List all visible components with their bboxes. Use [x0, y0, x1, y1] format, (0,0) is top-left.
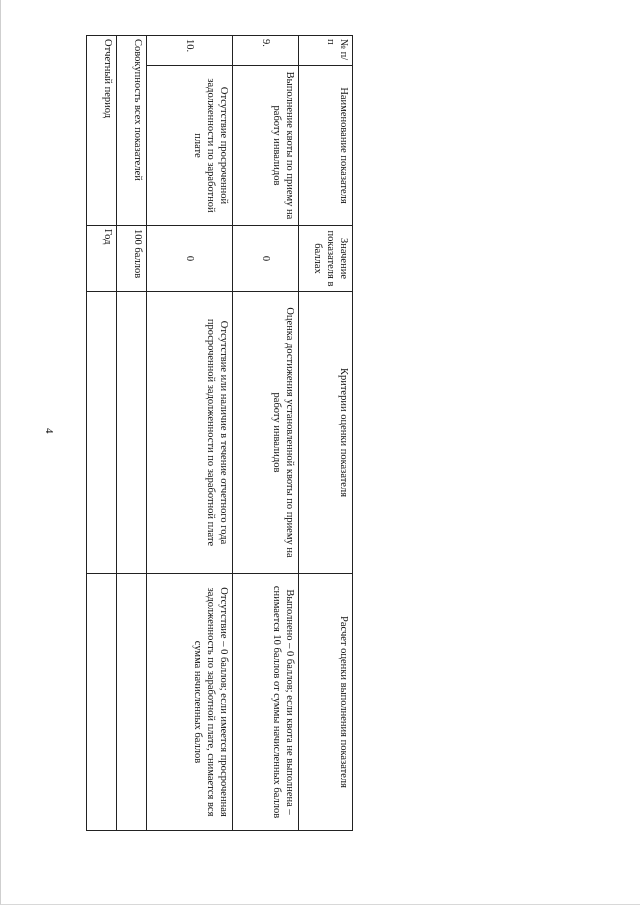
period-row	[87, 36, 117, 831]
total-empty-1	[117, 292, 147, 574]
indicators-table	[86, 35, 353, 831]
row-calc: Отсутствие – 0 баллов; если имеется просроченная задолженность по заработной плате, снимается вся сумма начисленных баллов	[147, 574, 233, 831]
row-name: Отсутствие просроченной задолженности по заработной плате	[147, 66, 233, 226]
row-calc: Выполнено – 0 баллов; если квота не выполнена – снимается 10 баллов от суммы начисленных баллов	[233, 574, 299, 831]
table-row	[147, 36, 233, 831]
header-calc: Расчет оценки выполнения показателя	[299, 574, 353, 831]
total-empty-2	[117, 574, 147, 831]
page-number: 4	[43, 428, 55, 434]
total-value: 100 баллов	[117, 226, 147, 292]
row-value: 0	[147, 226, 233, 292]
period-label: Отчетный период	[87, 36, 117, 226]
period-empty-1	[87, 292, 117, 574]
header-criteria: Критерии оценки показателя	[299, 292, 353, 574]
table-header-row	[299, 36, 353, 831]
period-value: Год	[87, 226, 117, 292]
header-name: Наименование показателя	[299, 66, 353, 226]
row-criteria: Оценка достижения установленной квоты по приему на работу инвалидов	[233, 292, 299, 574]
rotated-document	[83, 35, 353, 830]
table-row	[233, 36, 299, 831]
header-num: № п/п	[299, 36, 353, 66]
total-label: Совокупность всех показателей	[117, 36, 147, 226]
row-value: 0	[233, 226, 299, 292]
row-num: 9.	[233, 36, 299, 66]
total-row	[117, 36, 147, 831]
row-name: Выполнение квоты по приему на работу инвалидов	[233, 66, 299, 226]
period-empty-2	[87, 574, 117, 831]
header-value: Значение показателя в баллах	[299, 226, 353, 292]
row-num: 10.	[147, 36, 233, 66]
row-criteria: Отсутствие или наличие в течение отчетного года просроченной задолженности по заработной плате	[147, 292, 233, 574]
